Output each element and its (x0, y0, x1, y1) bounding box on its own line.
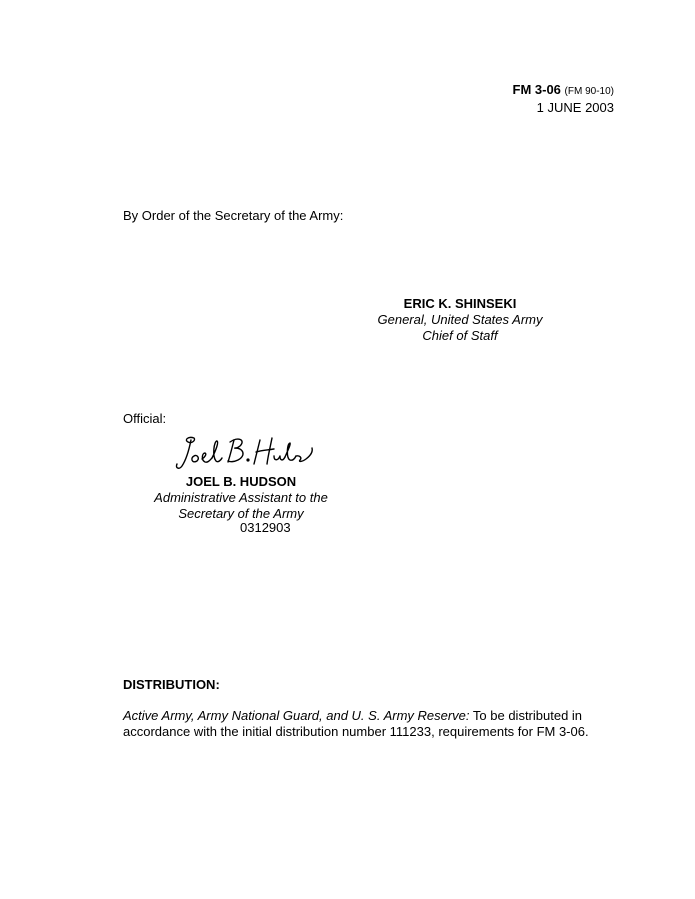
chief-name: ERIC K. SHINSEKI (403, 296, 517, 311)
publication-number: FM 3-06 (512, 82, 561, 97)
chief-title-line-1: General, United States Army (377, 312, 543, 327)
order-authority-line: By Order of the Secretary of the Army: (123, 208, 344, 223)
superseded-publication: (FM 90-10) (564, 86, 614, 97)
publication-id (513, 82, 614, 100)
publication-header (513, 82, 614, 116)
handwritten-signature (172, 432, 317, 476)
distribution-recipients: Active Army, Army National Guard, and U. S. Army Reserve: (123, 708, 470, 723)
authentication-code: 0312903 (240, 520, 291, 535)
distribution-instructions: To be distributed in accordance with the initial distribution number 111233, requirements for FM 3-06. (123, 708, 589, 739)
chief-title-line-2: Chief of Staff (422, 328, 498, 343)
administrator-title-line-1: Administrative Assistant to the (154, 490, 328, 505)
administrator-block (140, 474, 342, 522)
chief-of-staff-block (370, 296, 550, 344)
distribution-text (123, 708, 603, 740)
administrator-title-line-2: Secretary of the Army (178, 506, 304, 521)
publication-date: 1 JUNE 2003 (536, 100, 614, 115)
administrator-name: JOEL B. HUDSON (185, 474, 297, 489)
distribution-heading: DISTRIBUTION: (123, 677, 220, 692)
official-label: Official: (123, 411, 167, 426)
